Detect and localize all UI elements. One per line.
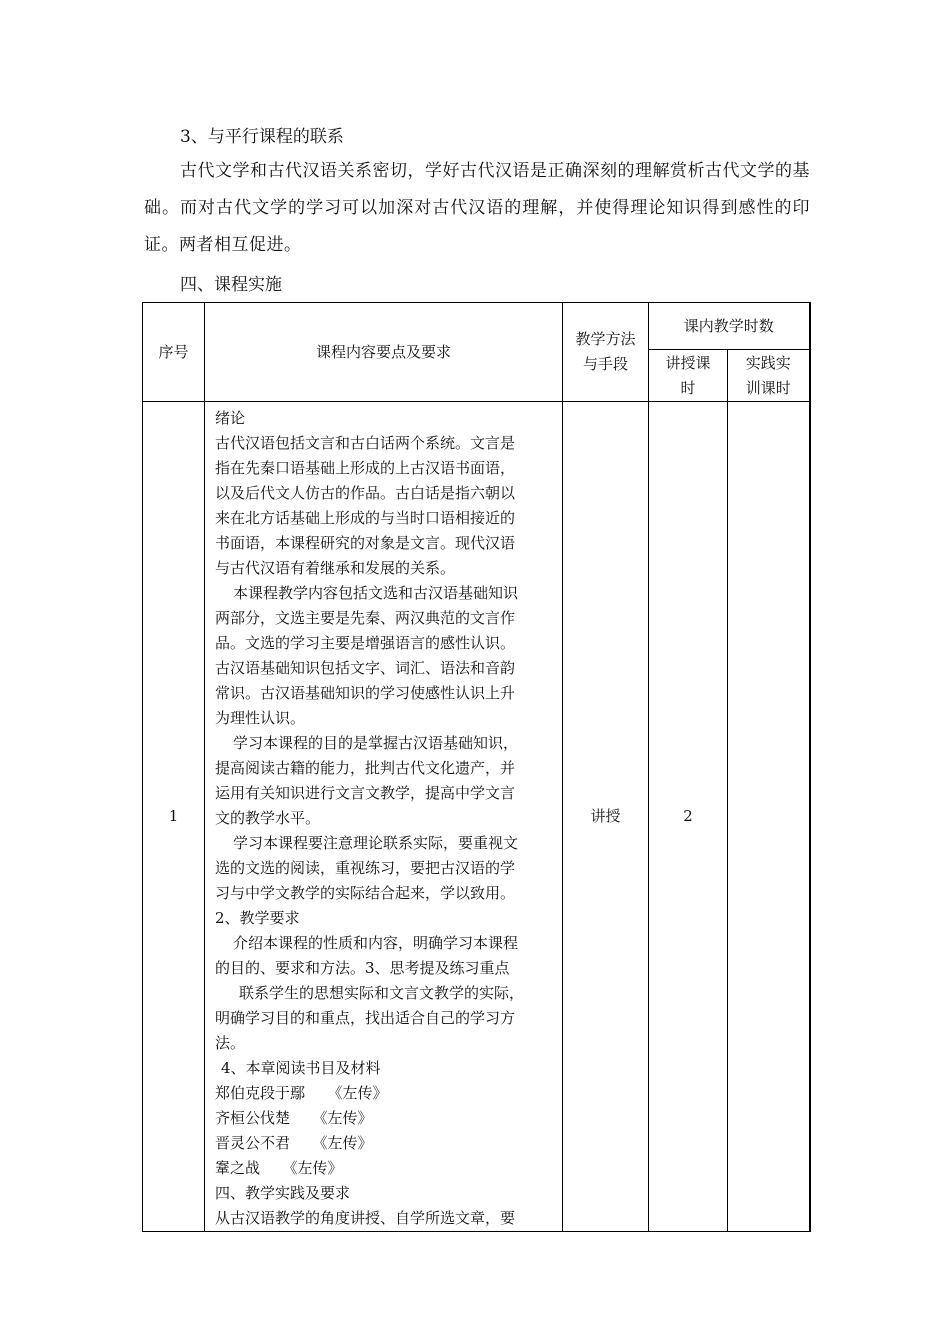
header-method: 教学方法与手段	[563, 303, 649, 402]
content-line: 法。	[215, 1034, 246, 1052]
content-line: 提高阅读古籍的能力，批判古代文化遗产，并	[215, 759, 516, 777]
content-line: 常识。古汉语基础知识的学习使感性认识上升	[215, 684, 516, 702]
content-line: 郑伯克段于鄢 《左传》	[215, 1084, 388, 1102]
header-lecture-hours: 讲授课时	[649, 350, 728, 402]
content-line: 与古代汉语有着继承和发展的关系。	[215, 559, 456, 577]
content-line: 4、本章阅读书目及材料	[221, 1059, 381, 1077]
header-seq: 序号	[143, 303, 205, 402]
row-lecture-hours: 2	[649, 402, 728, 1232]
content-line: 品。文选的学习主要是增强语言的感性认识。	[215, 634, 516, 652]
content-line: 四、教学实践及要求	[215, 1184, 351, 1202]
content-line: 古代汉语包括文言和古白话两个系统。文言是	[215, 434, 516, 452]
content-line: 文的教学水平。	[215, 809, 321, 827]
content-line: 来在北方话基础上形成的与当时口语相接近的	[215, 509, 516, 527]
content-line: 选的文选的阅读，重视练习，要把古汉语的学	[215, 859, 516, 877]
content-line: 本课程教学内容包括文选和古汉语基础知识	[233, 584, 519, 602]
content-line: 介绍本课程的性质和内容，明确学习本课程	[233, 934, 519, 952]
content-line: 的目的、要求和方法。3、思考提及练习重点	[215, 959, 510, 977]
row-seq: 1	[143, 402, 205, 1232]
table-row	[143, 402, 810, 1232]
content-line: 明确学习目的和重点，找出适合自己的学习方	[215, 1009, 516, 1027]
content-line: 从古汉语教学的角度讲授、自学所选文章，要	[215, 1209, 516, 1227]
course-implementation-table	[142, 302, 811, 1232]
content-line: 习与中学文教学的实际结合起来，学以致用。	[215, 884, 516, 902]
table-header-row	[143, 303, 810, 350]
row-content	[205, 402, 563, 1232]
row-method: 讲授	[563, 402, 649, 1232]
content-line: 书面语，本课程研究的对象是文言。现代汉语	[215, 534, 516, 552]
header-practice-hours: 实践实训课时	[728, 350, 810, 402]
content-line: 两部分，文选主要是先秦、两汉典范的文言作	[215, 609, 516, 627]
content-line: 2、教学要求	[215, 909, 300, 927]
content-line: 指在先秦口语基础上形成的上古汉语书面语，	[215, 459, 516, 477]
section-heading-parallel-courses: 3、与平行课程的联系	[180, 127, 344, 147]
content-line: 晋灵公不君 《左传》	[215, 1134, 373, 1152]
row-practice-hours	[728, 402, 810, 1232]
content-line: 学习本课程的目的是掌握古汉语基础知识，	[233, 734, 519, 752]
content-line: 学习本课程要注意理论联系实际，要重视文	[233, 834, 519, 852]
content-line: 为理性认识。	[215, 709, 306, 727]
content-line: 运用有关知识进行文言文教学，提高中学文言	[215, 784, 516, 802]
header-class-hours: 课内教学时数	[649, 303, 810, 350]
content-line: 绪论	[215, 409, 246, 427]
header-content: 课程内容要点及要求	[205, 303, 563, 402]
body-paragraph: 古代文学和古代汉语关系密切，学好古代汉语是正确深刻的理解赏析古代文学的基础。而对古代文学的学习可以加深对古代汉语的理解，并使得理论知识得到感性的印证。两者相互促进。	[144, 161, 810, 255]
content-line: 以及后代文人仿古的作品。古白话是指六朝以	[215, 484, 516, 502]
section-heading-course-implementation: 四、课程实施	[180, 275, 282, 295]
content-line: 鞌之战 《左传》	[215, 1159, 343, 1177]
content-line: 联系学生的思想实际和文言文教学的实际，	[239, 984, 525, 1002]
content-line: 古汉语基础知识包括文字、词汇、语法和音韵	[215, 659, 516, 677]
content-line: 齐桓公伐楚 《左传》	[215, 1109, 373, 1127]
